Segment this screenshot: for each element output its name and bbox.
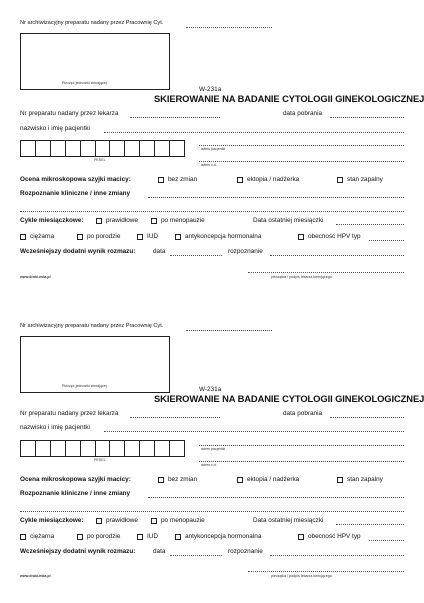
form-title: SKIEROWANIE NA BADANIE CYTOLOGII GINEKOLOGICZNEJ [154, 93, 424, 104]
option-iud: IUD [147, 233, 159, 240]
option-inflammation: stan zapalny [347, 176, 383, 183]
collection-date-label: data pobrania [283, 110, 323, 117]
checkbox-pregnant[interactable] [20, 234, 26, 240]
checkbox-ectopy[interactable] [237, 177, 243, 183]
website-label: www.druki-mila.pl [20, 275, 51, 279]
referral-form-2 [0, 303, 424, 603]
clinical-diagnosis-field-line2[interactable] [20, 511, 404, 512]
checkbox-no-changes[interactable] [158, 177, 164, 183]
form-code: W-231a [199, 86, 222, 93]
option-hpv: obecność HPV typ [308, 533, 361, 540]
pesel-boxes[interactable] [20, 140, 185, 157]
checkbox-ectopy[interactable] [237, 477, 243, 483]
checkbox-menopause[interactable] [151, 518, 157, 524]
stamp-caption: Pieczęć jednostki zlecającej [62, 384, 107, 388]
previous-date-label: data [153, 548, 166, 555]
option-regular: prawidłowe [106, 517, 138, 524]
patient-address-cont-label: adres c.d. [201, 163, 217, 167]
checkbox-regular[interactable] [96, 518, 102, 524]
microscopic-assessment-label: Ocena mikroskopowa szyjki macicy: [20, 476, 131, 483]
checkbox-inflammation[interactable] [337, 177, 343, 183]
checkbox-iud[interactable] [137, 534, 143, 540]
last-period-label: Data ostatniej miesiączki [253, 217, 324, 224]
stamp-caption: Pieczęć jednostki zlecającej [62, 81, 107, 85]
form-code: W-231a [199, 386, 222, 393]
option-ectopy: ektopia / nadżerka [247, 476, 300, 483]
previous-result-label: Wcześniejszy dodatni wynik rozmazu: [20, 248, 136, 255]
patient-name-field[interactable] [104, 431, 404, 432]
option-hormonal: antykoncepcja hormonalna [185, 233, 262, 240]
collection-date-label: data pobrania [283, 410, 323, 417]
signature-field[interactable] [248, 571, 404, 572]
option-regular: prawidłowe [106, 217, 138, 224]
checkbox-hpv[interactable] [298, 534, 304, 540]
archive-number-label: Nr archiwizacyjny preparatu nadany przez Pracownię Cyt. [20, 20, 164, 26]
last-period-label: Data ostatniej miesiączki [253, 517, 324, 524]
previous-date-field[interactable] [170, 555, 222, 556]
referral-form-1 [0, 0, 424, 300]
doctor-sample-number-field[interactable] [130, 117, 220, 118]
collection-date-field[interactable] [330, 117, 404, 118]
doctor-sample-number-field[interactable] [130, 417, 220, 418]
option-menopause: po menopauzie [161, 517, 205, 524]
checkbox-postpartum[interactable] [77, 234, 83, 240]
option-inflammation: stan zapalny [347, 476, 383, 483]
checkbox-pregnant[interactable] [20, 534, 26, 540]
previous-diagnosis-label: rozpoznanie [228, 548, 263, 555]
option-ectopy: ektopia / nadżerka [247, 176, 300, 183]
clinical-diagnosis-field[interactable] [148, 497, 404, 498]
patient-address-label: adres pacjentki [201, 447, 226, 451]
checkbox-regular[interactable] [96, 218, 102, 224]
checkbox-hormonal[interactable] [175, 534, 181, 540]
patient-address-label: adres pacjentki [201, 147, 226, 151]
hpv-type-field[interactable] [369, 240, 404, 241]
signature-field[interactable] [248, 272, 404, 273]
collection-date-field[interactable] [330, 417, 404, 418]
patient-name-field[interactable] [104, 132, 404, 133]
option-hormonal: antykoncepcja hormonalna [185, 533, 262, 540]
clinical-diagnosis-field-line2[interactable] [20, 211, 404, 212]
previous-date-field[interactable] [170, 255, 222, 256]
clinical-diagnosis-field[interactable] [148, 197, 404, 198]
previous-diagnosis-field[interactable] [270, 255, 404, 256]
menstrual-cycles-label: Cykle miesiączkowe: [20, 217, 84, 224]
clinical-diagnosis-label: Rozpoznanie kliniczne / inne zmiany [20, 190, 131, 197]
clinical-diagnosis-label: Rozpoznanie kliniczne / inne zmiany [20, 490, 131, 497]
signature-label: pieczątka / podpis lekarza kierującego [271, 574, 332, 578]
hpv-type-field[interactable] [369, 540, 404, 541]
patient-name-label: nazwisko i imię pacjentki [20, 125, 90, 132]
option-pregnant: ciężarna [30, 233, 55, 240]
signature-label: pieczątka / podpis lekarza kierującego [271, 275, 332, 279]
option-no-changes: bez zmian [168, 476, 198, 483]
previous-diagnosis-label: rozpoznanie [228, 248, 263, 255]
pesel-label: PESEL [94, 458, 106, 462]
microscopic-assessment-label: Ocena mikroskopowa szyjki macicy: [20, 176, 131, 183]
website-label: www.druki-mila.pl [20, 574, 51, 578]
doctor-sample-number-label: Nr preparatu nadany przez lekarza [20, 110, 119, 117]
previous-diagnosis-field[interactable] [270, 555, 404, 556]
checkbox-no-changes[interactable] [158, 477, 164, 483]
checkbox-inflammation[interactable] [337, 477, 343, 483]
option-iud: IUD [147, 533, 159, 540]
previous-result-label: Wcześniejszy dodatni wynik rozmazu: [20, 548, 136, 555]
menstrual-cycles-label: Cykle miesiączkowe: [20, 517, 84, 524]
pesel-boxes[interactable] [20, 440, 185, 457]
pesel-label: PESEL [94, 158, 106, 162]
patient-address-field[interactable] [199, 445, 404, 446]
archive-number-field[interactable] [186, 27, 272, 28]
checkbox-hormonal[interactable] [175, 234, 181, 240]
patient-address-cont-field[interactable] [199, 161, 404, 162]
option-postpartum: po porodzie [87, 533, 121, 540]
doctor-sample-number-label: Nr preparatu nadany przez lekarza [20, 410, 119, 417]
archive-number-field[interactable] [186, 330, 272, 331]
patient-address-cont-field[interactable] [199, 461, 404, 462]
form-title: SKIEROWANIE NA BADANIE CYTOLOGII GINEKOLOGICZNEJ [154, 393, 424, 404]
patient-address-cont-label: adres c.d. [201, 463, 217, 467]
option-hpv: obecność HPV typ [308, 233, 361, 240]
checkbox-hpv[interactable] [298, 234, 304, 240]
last-period-field[interactable] [336, 224, 404, 225]
checkbox-postpartum[interactable] [77, 534, 83, 540]
patient-address-field[interactable] [199, 145, 404, 146]
option-menopause: po menopauzie [161, 217, 205, 224]
option-no-changes: bez zmian [168, 176, 198, 183]
last-period-field[interactable] [336, 524, 404, 525]
checkbox-menopause[interactable] [151, 218, 157, 224]
option-postpartum: po porodzie [87, 233, 121, 240]
option-pregnant: ciężarna [30, 533, 55, 540]
checkbox-iud[interactable] [137, 234, 143, 240]
archive-number-label: Nr archiwizacyjny preparatu nadany przez Pracownię Cyt. [20, 323, 164, 329]
previous-date-label: data [153, 248, 166, 255]
patient-name-label: nazwisko i imię pacjentki [20, 424, 90, 431]
